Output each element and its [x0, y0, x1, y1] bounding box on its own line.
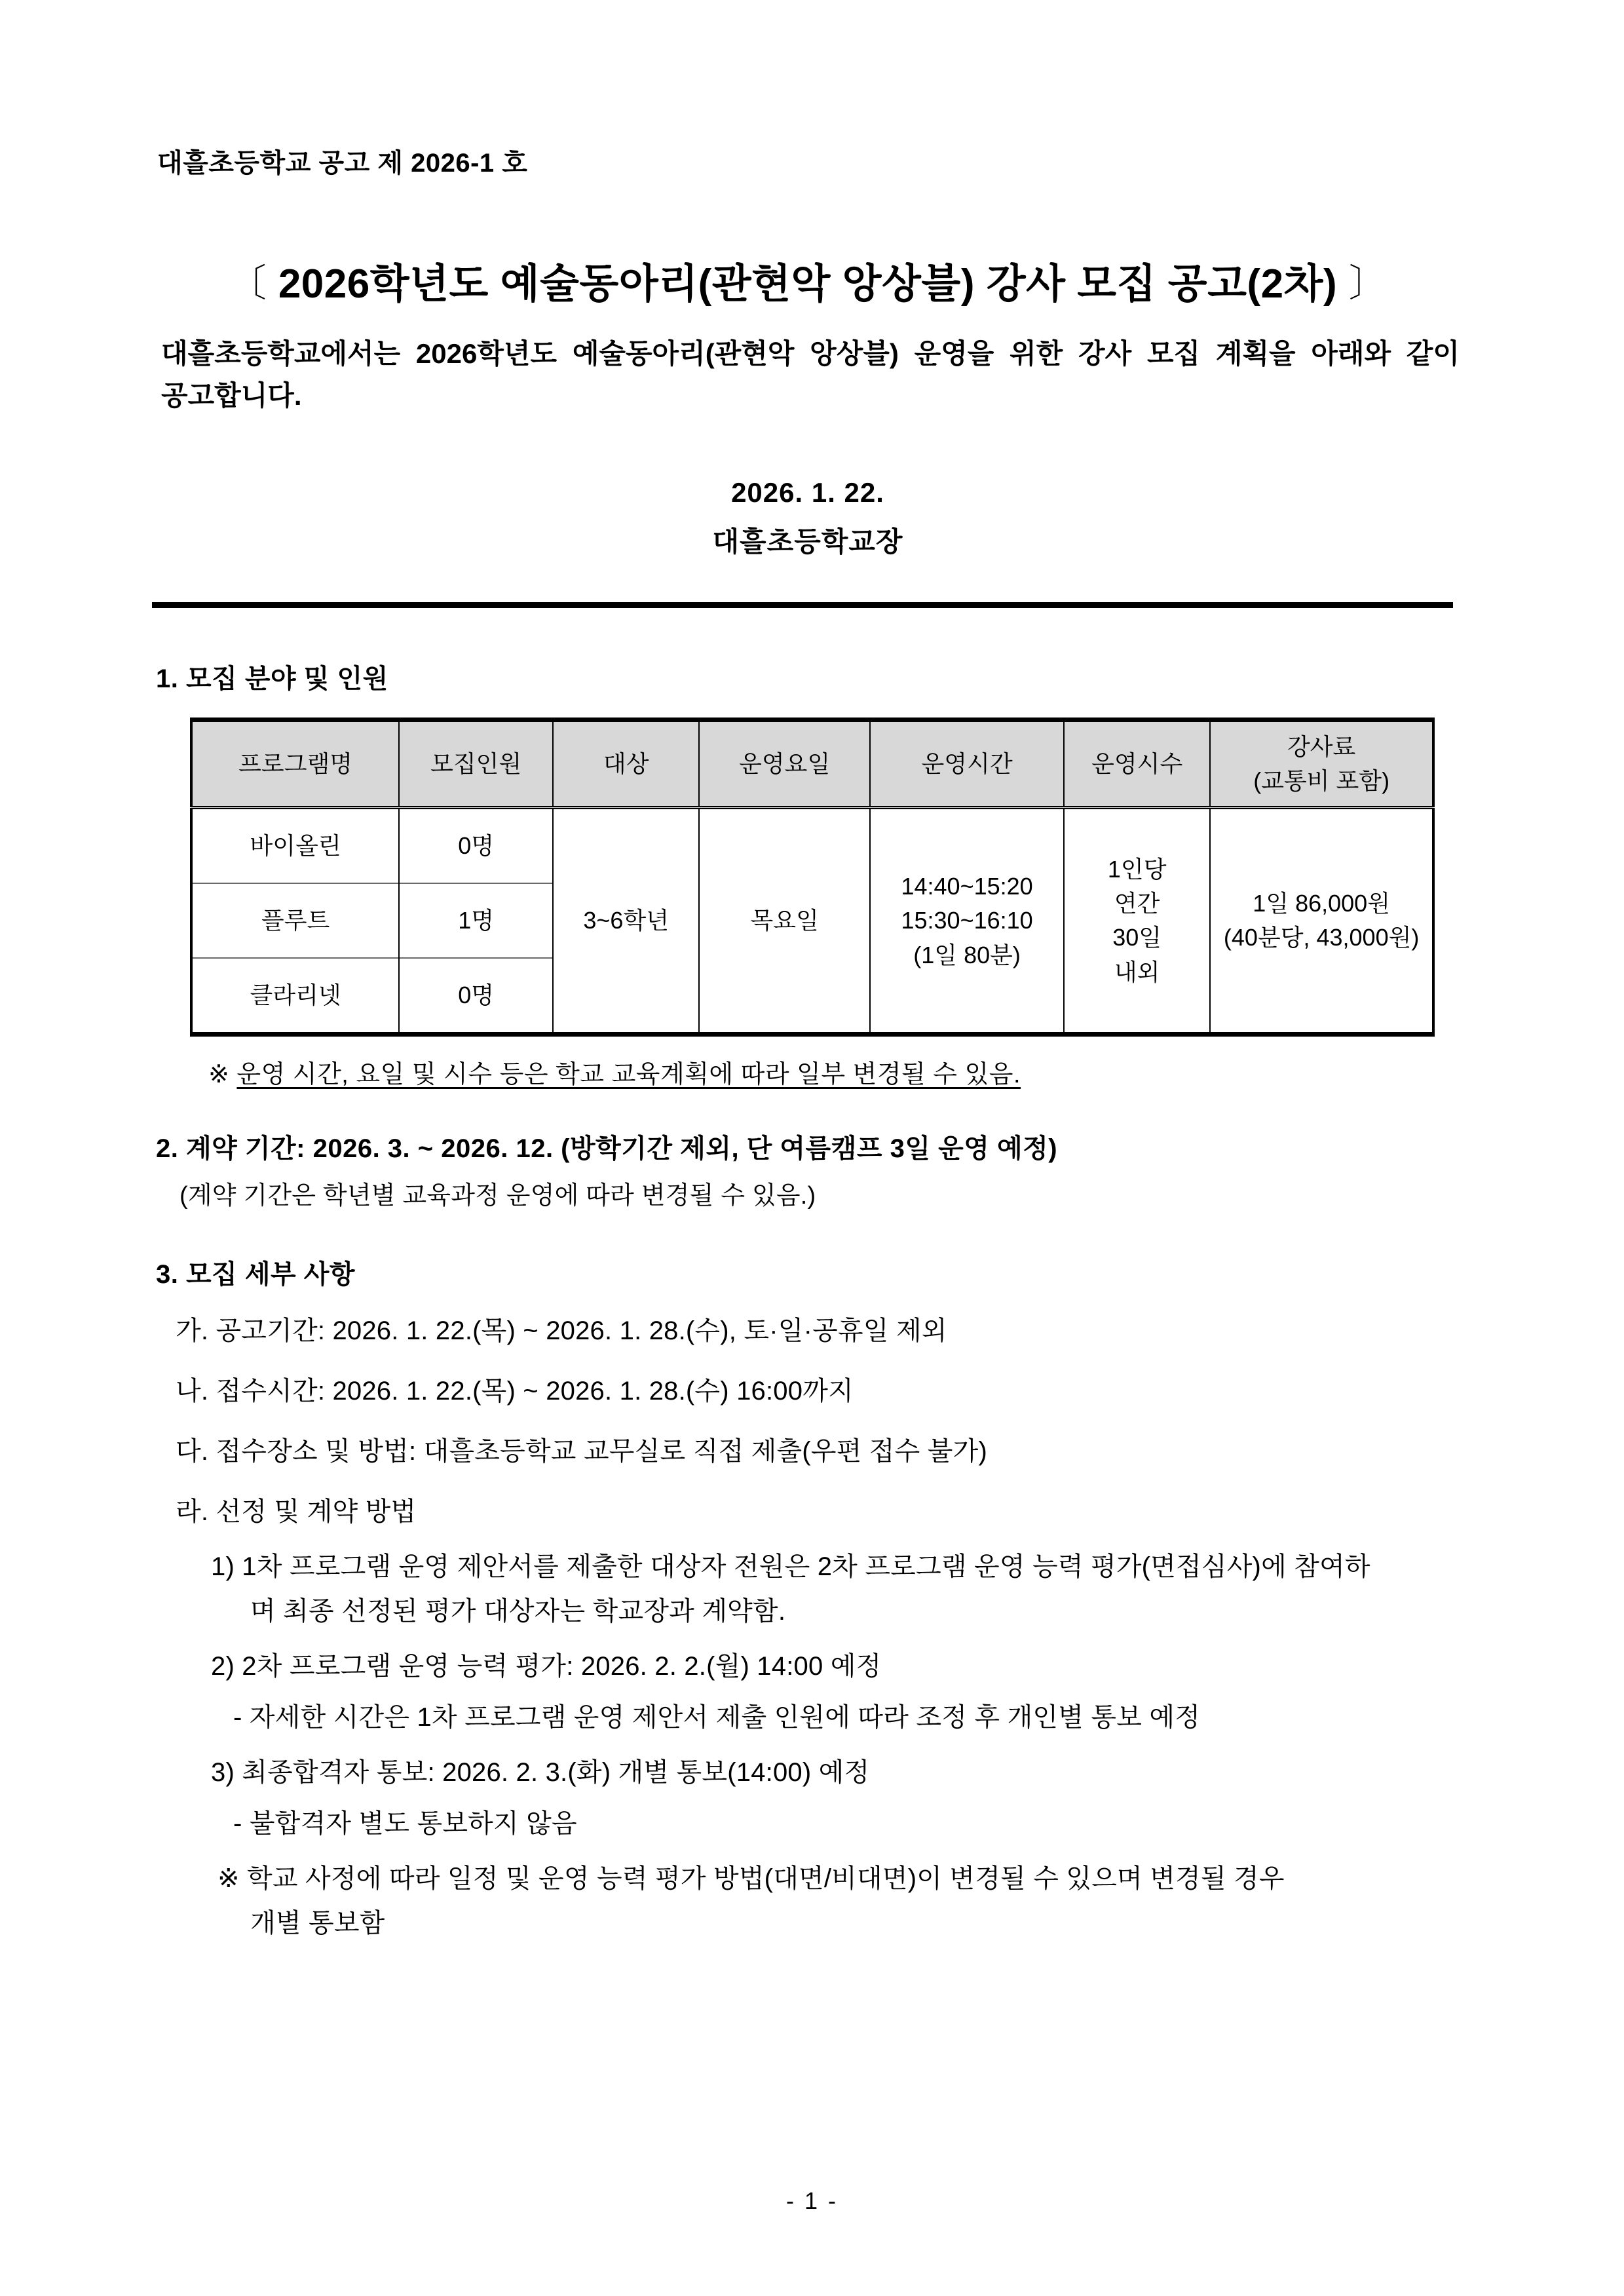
section-3-subitem-2-num: 2) [211, 1652, 235, 1681]
column-header-hours: 운영시수 [1064, 720, 1210, 808]
cell-hours-line3: 30일 [1112, 924, 1162, 951]
cell-day: 목요일 [699, 808, 870, 1035]
document-number: 대흘초등학교 공고 제 2026-1 호 [157, 149, 528, 178]
cell-hours-line4: 내외 [1114, 958, 1160, 985]
cell-time-line2: 15:30~16:10 [901, 907, 1033, 934]
page-number-footer: - 1 - [785, 2187, 838, 2214]
column-header-program: 프로그램명 [191, 720, 399, 808]
section-3-subitem-1 [211, 1546, 1463, 1587]
section-3-item-d: 라. 선정 및 계약 방법 [176, 1497, 417, 1527]
cell-hours-line1: 1인당 [1107, 856, 1167, 883]
cell-program-flute: 플루트 [191, 883, 399, 958]
final-note-text: 학교 사정에 따라 일정 및 운영 능력 평가 방법(대면/비대면)이 변경될 수 있으며 변경될 경우 [247, 1864, 1285, 1894]
column-header-count: 모집인원 [399, 720, 553, 808]
cell-target: 3~6학년 [553, 808, 699, 1035]
section-3-subitem-1-text-wrap [211, 1546, 1463, 1587]
cell-hours-line2: 연간 [1114, 890, 1160, 917]
section-3-subitem-3 [211, 1752, 1463, 1793]
column-header-fee-line2: (교통비 포함) [1253, 767, 1390, 795]
section-2-subnote: (계약 기간은 학년별 교육과정 운영에 따라 변경될 수 있음.) [179, 1182, 816, 1210]
final-note-mark-icon: ※ [217, 1864, 240, 1894]
footnote-text: 운영 시간, 요일 및 시수 등은 학교 교육계획에 따라 일부 변경될 수 있음. [236, 1061, 1021, 1089]
section-3-subitem-2-text: 2차 프로그램 운영 능력 평가: 2026. 2. 2.(월) 14:00 예정 [242, 1652, 882, 1681]
issuance-date: 2026. 1. 22. [731, 476, 884, 508]
issuance-block [152, 473, 1463, 562]
cell-fee-line2: (40분당, 43,000원) [1223, 924, 1420, 951]
section-3-item-c: 다. 접수장소 및 방법: 대흘초등학교 교무실로 직접 제출(우편 접수 불가) [176, 1437, 988, 1466]
cell-program-clarinet: 클라리넷 [191, 958, 399, 1035]
column-header-fee-line1: 강사료 [1287, 733, 1356, 761]
section-3-item-b: 나. 접수시간: 2026. 1. 22.(목) ~ 2026. 1. 28.(수) 16:00까지 [176, 1377, 854, 1406]
section-3-subitem-2-dash: - 자세한 시간은 1차 프로그램 운영 제안서 제출 인원에 따라 조정 후 개인별 통보 예정 [233, 1703, 1201, 1732]
recruitment-table-wrapper [190, 718, 1435, 1037]
page-title [152, 251, 1463, 309]
section-3-subitem-2 [211, 1646, 1463, 1687]
cell-time-line3: (1일 80분) [913, 941, 1021, 968]
recruitment-table [190, 718, 1435, 1037]
cell-fee [1210, 808, 1433, 1035]
column-header-fee [1210, 720, 1433, 808]
title-text: 2026학년도 예술동아리(관현악 앙상블) 강사 모집 공고(2차) [278, 261, 1338, 307]
cell-fee-line1: 1일 86,000원 [1253, 890, 1390, 917]
section-3-item-a: 가. 공고기간: 2026. 1. 22.(목) ~ 2026. 1. 28.(수), 토·일·공휴일 제외 [176, 1316, 947, 1346]
lead-paragraph: 대흘초등학교에서는 2026학년도 예술동아리(관현악 앙상블) 운영을 위한 강사 모집 계획을 아래와 같이 공고합니다. [161, 338, 1460, 411]
footnote-mark-icon: ※ [208, 1061, 230, 1089]
section-3-subitem-1-text: 1차 프로그램 운영 제안서를 제출한 대상자 전원은 2차 프로그램 운영 능력 평가(면접심사)에 참여하 [242, 1552, 1370, 1582]
cell-count-violin: 0명 [399, 808, 553, 884]
cell-time [870, 808, 1064, 1035]
column-header-time: 운영시간 [870, 720, 1064, 808]
cell-time-line1: 14:40~15:20 [901, 873, 1033, 900]
section-3-final-note [217, 1858, 1463, 1899]
bracket-close-icon: 〕 [1348, 262, 1388, 305]
section-3-heading: 3. 모집 세부 사항 [156, 1260, 356, 1290]
section-3-subitem-3-dash: - 불합격자 별도 통보하지 않음 [233, 1809, 577, 1839]
cell-hours [1064, 808, 1210, 1035]
section-3-subitem-1-continuation: 며 최종 선정된 평가 대상자는 학교장과 계약함. [250, 1597, 786, 1626]
section-3-subitem-3-num: 3) [211, 1758, 235, 1788]
section-2-heading: 2. 계약 기간: 2026. 3. ~ 2026. 12. (방학기간 제외, 단 여름캠프 3일 운영 예정) [156, 1134, 1058, 1164]
section-3-final-note-continuation: 개별 통보함 [250, 1909, 385, 1938]
column-header-day: 운영요일 [699, 720, 870, 808]
cell-program-violin: 바이올린 [191, 808, 399, 884]
bracket-open-icon: 〔 [228, 262, 267, 305]
table-footnote [208, 1054, 1463, 1090]
table-row [191, 808, 1433, 884]
cell-count-clarinet: 0명 [399, 958, 553, 1035]
section-3-subitem-1-num: 1) [211, 1552, 235, 1582]
column-header-target: 대상 [553, 720, 699, 808]
header-divider [152, 602, 1453, 608]
section-3-final-note-wrap [217, 1858, 1463, 1899]
section-1-heading: 1. 모집 분야 및 인원 [156, 664, 388, 694]
cell-count-flute: 1명 [399, 883, 553, 958]
section-3-subitem-3-text: 최종합격자 통보: 2026. 2. 3.(화) 개별 통보(14:00) 예정 [242, 1758, 870, 1788]
issuer-name: 대흘초등학교장 [712, 526, 903, 557]
table-header-row [191, 720, 1433, 808]
